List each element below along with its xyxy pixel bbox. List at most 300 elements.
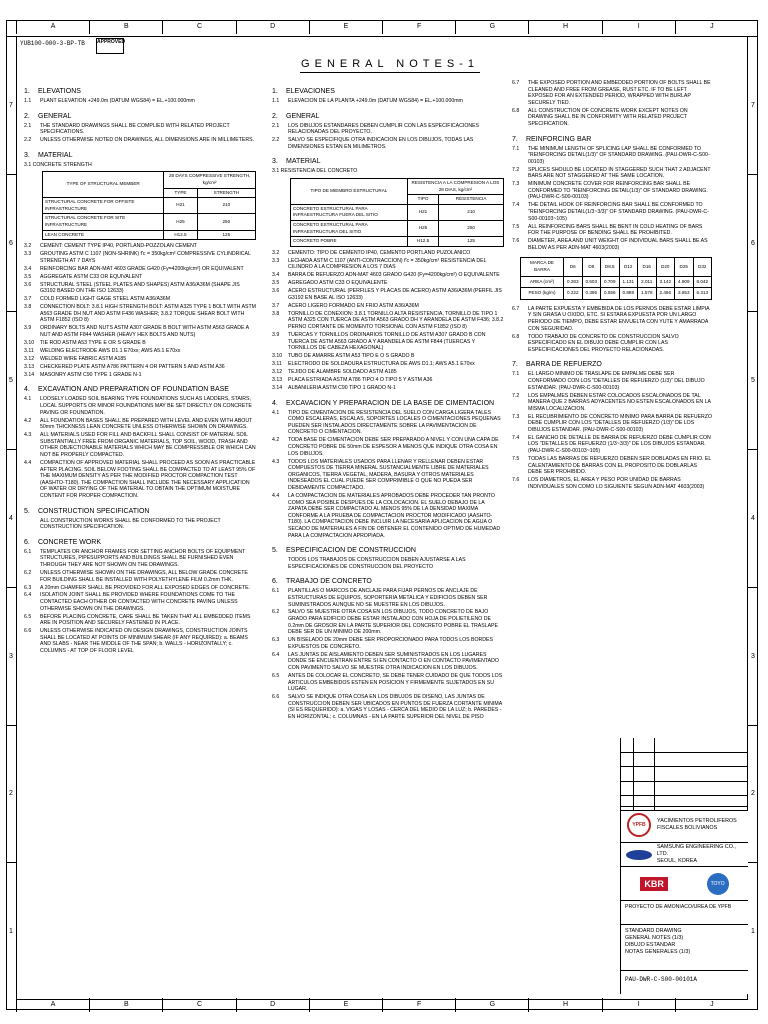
note-number: 3.7 <box>24 296 32 303</box>
note-item <box>272 288 504 301</box>
zone-label: 5 <box>748 311 758 449</box>
zone-label: F <box>382 20 455 34</box>
note-item <box>272 385 504 392</box>
note-item <box>272 280 504 287</box>
note-text: UNLESS OTHERWISE INDICATED ON DESIGN DRAWINGS, CONSTRUCTION JOINTS SHALL BE LOCATED AT POINTS OF MINIMUM SHEAR (IF ANY REQUIRED): a. BEAMS AND SLABS - NEAR THE MIDDLE OF THE SPAN; b. WALLS - HORIZONTALLY; c. COLUMNS - AT TOP OF FLOOR LEVEL <box>40 628 248 655</box>
note-text: TEJIDO DE ALAMBRE SOLDADO ASTM A185 <box>288 369 397 376</box>
note-text: EL RECUBRIMIENTO DE CONCRETO MINIMO PARA BARRA DE REFUERZO DEBE CUMPLIR CON LOS "DETALLES DE REFUERZO (1/3)" DE LOS DIBUJOS ESTANDAR. (PAU-DWR-C-S00-00103) <box>528 413 712 433</box>
table-cell: 1.578 <box>638 288 657 300</box>
contractor-block <box>621 843 748 867</box>
note-number: 4.4 <box>24 460 32 466</box>
owner-name-line1: YACIMIENTOS PETROLIFEROS <box>657 817 737 824</box>
note-item <box>272 609 504 635</box>
note-number: 2.2 <box>24 137 32 144</box>
section-general <box>24 112 256 144</box>
note-item <box>512 456 712 476</box>
section-heading: 4. EXCAVACION Y PREPARACION DE LA BASE DE CIMENTACION <box>272 399 495 407</box>
note-item <box>24 325 256 338</box>
note-text: WELDED WIRE FABRIC ASTM A185 <box>40 355 127 362</box>
note-text: TODA BASE DE CIMENTACION DEBE SER PREPARADO A NIVEL Y CON UNA CAPA DE CONCRETO POBRE DE 50mm DE ESPESOR A MENOS QUE INDIQUE OTRA COSA EN LOS DIBUJOS. <box>288 437 499 457</box>
note-item <box>512 371 712 391</box>
table-row <box>291 220 504 236</box>
zone-label: H <box>528 998 601 1012</box>
note-number: 7.6 <box>512 238 520 245</box>
note-number: 6.7 <box>512 305 520 312</box>
note-text: THE STANDARD DRAWINGS SHALL BE COMPLIED WITH RELATED PROJECT SPECIFICATIONS. <box>40 122 230 136</box>
zone-label: B <box>89 20 162 34</box>
note-text: TEMPLATES OR ANCHOR FRAMES FOR SETTING ANCHOR BOLTS OF EQUIPMENT STRUCTURES, PIPESUPPORTS AND BUILDINGS SHALL BE FURNISHED EVEN THROUGH THEY ARE NOT SHOWN ON THE DRAWINGS. <box>40 548 246 568</box>
section-heading: 1. ELEVACIONES <box>272 88 335 95</box>
note-text: SALVO SE MUESTRE OTRA COSA EN LOS DIBUJOS, TODO CONCRETO DE BAJO GRADO PARA EDIFICIO DEBE ESTAR INSTALADO CON HOJA DE POLIETILENO DE 0.2mm DE GROSOR EN LA PARTE SUPERIOR DEL CONCRETO POBRE EL TRASLAPE DEBE SER DE UN MINIMO DE 200mm. <box>288 609 498 636</box>
note-number: 6.8 <box>512 107 520 114</box>
note-item <box>24 432 256 458</box>
section-elevations <box>24 87 256 105</box>
table-cell: 2.011 <box>638 276 657 288</box>
table-cell: PESO (kg/m) <box>521 288 564 300</box>
table-cell: 3.853 <box>675 288 694 300</box>
zone-label: D <box>236 998 309 1012</box>
zone-label: H <box>528 20 601 34</box>
note-text: COMPACTION OF APPROVED MATERIAL SHALL PROCEED AS SOON AS PRACTICABLE AFTER PLACING. SOIL BELOW FOOTING SHALL BE COMPACTED TO AT LEAST 95% OF THE MAXIMUM DENSITY AS PER THE MODIFIED PROCTOR COMPACTION TEST (AASHTO-T180). THE COMPACTION SHALL INCLUDE THE NECESSARY APPLICATION OF WATER OR DRYING OF THE MATERIAL TO OBTAIN THE OPTIMUM MOISTURE CONTENT FOR PROPER COMPACTION. <box>40 460 256 499</box>
table-header: 28 DAYS COMPRESSIVE STRENGTH, kg/cm² <box>164 172 256 188</box>
table-cell: 250 <box>197 214 255 230</box>
note-text: ACERO LIGERO FORMADO EN FRIO ASTM A36/A36M <box>288 302 419 309</box>
note-text: COLD FORMED LIGHT GAGE STEEL ASTM A36/A36M <box>40 296 171 303</box>
note-number: 3.3 <box>24 251 32 258</box>
notes-6-7-6-8 <box>512 80 712 128</box>
note-number: 6.1 <box>272 588 280 595</box>
note-text: TODOS LOS TRABAJOS DE CONSTRUCCION DEBEN AJUSTARSE A LAS ESPECIFICACIONES DE CONSTRUCCION DEL PROYECTO <box>288 557 466 570</box>
table-row <box>43 198 256 214</box>
note-item <box>512 306 712 332</box>
zone-label: I <box>602 998 675 1012</box>
zone-label: C <box>162 998 235 1012</box>
table-cell: 0.283 <box>564 276 583 288</box>
note-text: THE DETAIL HOOK OF REINFORCING BAR SHALL BE CONFORMED TO "REINFORCING DETAIL(1/3~3/3)" OF STANDARD DRAWING. (PAU-DWR-C-S00-00103~105) <box>528 202 709 222</box>
note-item <box>272 637 504 650</box>
note-text: SALVO SE INDIQUE OTRA COSA EN LOS DIBUJOS DE DISENO, LAS JUNTAS DE CONSTRUCCION DEBEN SER UBICADOS EN PUNTOS DE FUERZA CORTANTE MINIMA (SI ES REQUERIDO): a. VIGAS Y LOSAS - CERCA DEL MEDIO DE LA LUZ; b. PAREDES - EN HORIZONTAL; c. COLUMNAS - EN LA PARTE SUPERIOR DEL NIVEL DE PISO <box>288 694 502 720</box>
note-text: LA COMPACTACION DE MATERIALES APROBADOS DEBE PROCEDER TAN PRONTO COMO SEA POSIBLE DESPUES DE LA COLOCACION. EL SUELO DEBAJO DE LA ZAPATA DEBE SER COMPACTADO AL MENOS 95% DE LA DENSIDAD MAXIMA CONFORME A LA PRUEBA DE COMPACTACION PROCTOR MODIFICADO (AASHTO-T180). LA COMPACTACION DEBE INCLUIR LA NECESARIA APLICACION DE AGUA O SECADO DE MATERIALES A FIN DE OBTENER EL CONTENIDO OPTIMO DE HUMEDAD PARA LA COMPACTACION APROPIADA. <box>288 492 501 539</box>
note-number: 4.4 <box>272 492 280 499</box>
note-number: 7.1 <box>512 371 520 378</box>
note-item <box>272 557 504 570</box>
zone-label: 7 <box>748 36 758 174</box>
note-number: 6.2 <box>24 569 32 576</box>
note-number: 3.5 <box>24 273 32 280</box>
note-number: 3.9 <box>272 331 280 338</box>
note-number: 2.1 <box>272 122 280 129</box>
note-number: 3.8 <box>272 310 280 317</box>
note-number: 3.11 <box>24 347 34 354</box>
table-cell: D16 <box>638 258 657 276</box>
note-item <box>24 282 256 295</box>
note-item <box>512 224 712 237</box>
note-text: A 20mm CHAMFER SHALL BE PROVIDED FOR ALL EXPOSED EDGES OF CONCRETE. <box>40 584 251 591</box>
note-item <box>272 410 504 436</box>
note-item <box>272 673 504 693</box>
note-text: CEMENTO: TIPO DE CEMENTO IP40, CEMENTO PORTLAND PUZOLANICO <box>288 249 471 256</box>
note-text: UNLESS OTHERWISE NOTED ON DRAWINGS, ALL DIMENSIONS ARE IN MILLIMETERS. <box>40 137 254 144</box>
note-number: 3.5 <box>272 280 280 287</box>
page-title: GENERAL NOTES-1 <box>301 58 479 70</box>
table-header: TYPE <box>164 188 197 198</box>
section-heading: 5. ESPECIFICACION DE CONSTRUCCION <box>272 547 416 555</box>
note-text: LOS DIBUJOS ESTANDARES DEBEN CUMPLIR CON LAS ESPECIFICACIONES RELACIONADAS DEL PROYECTO. <box>288 122 480 136</box>
table-cell: D25 <box>675 258 694 276</box>
note-text: ISOLATION JOINT SHALL BE PROVIDED WHERE FOUNDATIONS COME TO THE CONTACTED EACH OTHER OR CONTACTED WITH CONCRETE PAVING UNLESS OTHERWISE SHOWN ON THE DRAWINGS. <box>40 592 238 612</box>
drawing-title <box>621 925 748 971</box>
note-text: ALL CONSTRUCTION WORKS SHALL BE CONFORMED TO THE PROJECT CONSTRUCTION SPECIFICATION. <box>40 517 221 531</box>
note-text: LOOSELY LOADED SOIL BEARING TYPE FOUNDATIONS SUCH AS LADDERS, STAIRS, LOCAL SUPPORTS OR MINOR FOUNDATIONS MAY BE SET DIRECTLY ON CONCRETE PAVING OR FOUNDATION. <box>40 396 252 416</box>
note-item <box>512 108 712 128</box>
note-text: TODAS LAS BARRAS DE REFUERZO DEBEN SER DOBLADAS EN FRIO. EL CALENTAMIENTO DE BARRAS CON EL PROPOSITO DE DOBLARLAS DEBE SER PROHIBIDO. <box>528 456 712 476</box>
note-text: TIPO DE CIMENTACION DE RESISTENCIA DEL SUELO CON CARGA LIGERA TALES COMO ESCALERAS, ESCALAS, SOPORTES LOCALES O CIMENTACIONES PEQUENAS PUEDEN SER INSTALADOS DIRECTAMENTE SOBRE LA PAVIMENTACION DE CONCRETO O CIMENTACION. <box>288 409 501 436</box>
table-header: RESISTENCIA A LA COMPRESION A LOS 28 DIAS, kg/cm² <box>407 178 503 194</box>
zone-label: 3 <box>748 587 758 725</box>
note-text: TUERCAS Y TORNILLOS ORDINARIOS TORNILLO DE ASTM A307 GRADO B CON TUERCA DE ASTM A563 GRADO A Y ARANDELA DE ASTM F844 (TUERCAS Y TORNILLOS DE CABEZA HEXAGONAL) <box>288 331 486 352</box>
note-text: PLANTILLAS O MARCOS DE ANCLAJE PARA FIJAR PERNOS DE ANCLAJE DE ESTRUCTURAS DE EQUIPOS, SOPORTERIA METALICA Y EDIFICIOS DEBEN SER SUMINISTRADOS AUNQUE NO SE MUESTRE EN LOS DIBUJOS. <box>288 588 488 608</box>
revision-table <box>621 738 748 807</box>
note-item <box>272 353 504 360</box>
table-row <box>291 237 504 247</box>
table-cell: H12.5 <box>407 237 438 247</box>
table-cell: D8 <box>582 258 601 276</box>
note-number: 3.12 <box>24 355 35 362</box>
note-number: 7.4 <box>512 434 520 441</box>
table-header: TIPO DE MIEMBRO ESTRUCTURAL <box>291 178 408 204</box>
section-heading: 5. CONSTRUCTION SPECIFICATION <box>24 507 150 515</box>
section-excavation <box>24 385 256 499</box>
note-number: 4.3 <box>272 458 280 465</box>
zone-label: 5 <box>6 311 16 449</box>
note-text: MINIMUM CONCRETE COVER FOR REINFORCING BAR SHALL BE CONFORMED TO "REINFORCING DETAIL(1/3)" OF STANDARD DRAWING. (PAU-DWR-C-S00-00103) <box>528 181 708 201</box>
note-number: 3.14 <box>24 371 35 378</box>
note-text: CONNECTION BOLT: 3.8.1 HIGH STRENGTH BOLT: ASTM A325 TYPE 1 BOLT WITH ASTM A563 GRADE DH NUT AND ASTM F436 WASHER; 3.8.2 TORQUE SHEAR BOLT WITH ASTM F1852 (ISO 8) <box>40 304 256 324</box>
note-item <box>512 181 712 201</box>
note-text: REINFORCING BAR ADN-MAT 4603 GRADE G420 (Fy=4200kg/cm²) OR EQUIVALENT <box>40 265 244 272</box>
revision-row <box>621 753 748 768</box>
note-item <box>272 588 504 608</box>
note-number: 7.4 <box>512 202 520 209</box>
table-cell: D20 <box>656 258 675 276</box>
table-row <box>291 204 504 220</box>
table-cell: 210 <box>439 204 504 220</box>
note-text: THE MINIMUM LENGTH OF SPLICING LAP SHALL BE CONFORMED TO "REINFORCING DETAIL(1/3)" OF STANDARD DRAWING. (PAU-DWR-C-S00-00103) <box>528 145 710 165</box>
table-cell: D6 <box>564 258 583 276</box>
section-heading: 6. TRABAJO DE CONCRETO <box>272 578 372 586</box>
zone-label: C <box>162 20 235 34</box>
note-item <box>512 414 712 434</box>
zone-label: 6 <box>6 174 16 312</box>
table-row <box>521 276 712 288</box>
zone-label: 2 <box>748 725 758 863</box>
table-row <box>521 288 712 300</box>
table-cell: 0.503 <box>582 276 601 288</box>
note-number: 3.11 <box>272 361 282 368</box>
title-underline <box>300 72 480 73</box>
note-number: 6.5 <box>24 613 32 620</box>
note-item <box>24 123 256 136</box>
note-item <box>272 361 504 368</box>
section-reinforcing-bar <box>512 135 712 252</box>
note-text: SALVO SE ESPECIFIQUE OTRA INDICACION EN LOS DIBUJOS, TODAS LAS DIMENSIONES ESTAN EN MILIMETROS. <box>288 137 474 150</box>
zone-label: 1 <box>748 862 758 1000</box>
note-text: TODOS LOS MATERIALES USADOS PARA LLENAR Y RELLENAR DEBEN ESTAR COMPUESTOS DE TIERRA MINERAL SUSTANCIALMENTE LIBRE DE MATERIALES ORGANICOS, TIERRA VEGETAL, MADERA, BASURA Y OTROS MATERIALES INDESEADOS EL CUAL PUEDE SER COMPRIMIBLE O QUE NO PUEDA SER DEBIDAMENTE COMPACTADO. <box>288 458 489 491</box>
note-text: EL GANCHO DE DETALLE DE BARRA DE REFUERZO DEBE CUMPLIR CON LOS "DETALLES DE REFUERZO (1/3~3/3)" DE LOS DIBUJOS ESTANDAR. (PAU-DWR-C-S00-00103~105) <box>528 434 711 455</box>
note-text: TUBO DE AMARRE ASTM A53 TIPO E O S GRADO B <box>288 353 415 360</box>
note-text: EL LARGO MINIMO DE TRASLAPE DE EMPALME DEBE SER CONFORMADO CON LOS "DETALLES DE REFUERZO (1/3)" DEL DIBUJO ESTANDAR. (PAU-DWR-C-S00-00103) <box>528 371 705 391</box>
table-cell: 125 <box>439 237 504 247</box>
section-heading: 2. GENERAL <box>24 112 72 120</box>
note-number: 3.6 <box>272 288 280 295</box>
table-cell: STRUCTURAL CONCRETE FOR OFFSITE INFRASTRUCTURE <box>43 198 164 214</box>
note-text: BARRA DE REFUERZO ADN-MAT 4603 GRADO G420 (Fy=4200kg/cm²) O EQUIVALENTE <box>288 272 500 279</box>
zone-label: E <box>309 998 382 1012</box>
note-text: BEFORE PLACING CONCRETE, CARE SHALL BE TAKEN THAT ALL EMBEDDED ITEMS ARE IN POSITION AND SECURELY FASTENED IN PLACE. <box>40 613 251 627</box>
note-text: TODO TRABAJO DE CONCRETO DE CONSTRUCCION SALVO ESPECIFICADO EN EL DIBUJO DEBE CUMPLIR CON LAS ESPECIFICACIONES DEL PROYECTO RELACIONADAS. <box>528 333 679 353</box>
note-text: CEMENT: CEMENT TYPE IP40, PORTLAND-POZZOLAN CEMENT <box>40 243 198 250</box>
table-header: TYPE OF STRUCTURAL MEMBER <box>43 172 164 198</box>
table-row <box>43 214 256 230</box>
document-code: YUB100-000-3-BP-TB <box>20 40 85 47</box>
note-number: 7.3 <box>512 181 520 188</box>
note-text: SPLICES SHOULD BE LOCATED IN STAGGERED SUCH THAT 2 ADJACENT BARS ARE NOT STAGGERED AT THE SAME LOCATION. <box>528 166 711 180</box>
note-number: 3.13 <box>272 377 283 384</box>
table-cell: H21 <box>164 198 197 214</box>
table-cell: D8.5 <box>601 258 620 276</box>
note-number: 6.6 <box>272 694 280 701</box>
table-cell: D32 <box>693 258 712 276</box>
table-cell: STRUCTURAL CONCRETE FOR SITE INFRASTRUCTURE <box>43 214 164 230</box>
revision-row <box>621 738 748 753</box>
section-barra-refuerzo <box>512 360 712 490</box>
note-item <box>24 274 256 281</box>
note-number: 7.2 <box>512 166 520 173</box>
subheading: 3.1 RESISTENCIA DEL CONCRETO <box>272 168 358 175</box>
owner-block <box>621 807 748 843</box>
zone-label: A <box>16 20 89 34</box>
note-number: 2.2 <box>272 137 280 144</box>
note-text: ALL FOUNDATION BASES SHALL BE PREPARED WITH LEVEL AND EVEN WITH ABOUT 50mm THICKNESS LEAN CONCRETE UNLESS OTHERWISE SHOWN ON DRAWINGS. <box>40 417 253 431</box>
zone-label: J <box>675 998 748 1012</box>
notes-6-7-6-8-es <box>512 306 712 354</box>
note-number: 7.6 <box>512 477 520 484</box>
concrete-strength-table <box>290 178 504 247</box>
zone-label: A <box>16 998 89 1012</box>
zone-label: I <box>602 20 675 34</box>
note-number: 7.1 <box>512 145 520 152</box>
project-name: PROYECTO DE AMONIACO/UREA DE YPFB <box>621 901 748 925</box>
note-text: PLACA ESTRIADA ASTM A786 TIPO 4 O TIPO 5 Y ASTM A36 <box>288 377 433 384</box>
note-number: 3.7 <box>272 302 280 309</box>
note-text: ORDINARY BOLTS AND NUTS ASTM A307 GRADE B BOLT WITH ASTM A563 GRADE A NUT AND ASTM F844 WASHER (HEAVY HEX BOLTS AND NUTS) <box>40 325 249 338</box>
note-item <box>272 459 504 492</box>
note-item <box>512 167 712 180</box>
table-cell: MARCA DE BARRA <box>521 258 564 276</box>
note-number: 6.5 <box>272 673 280 679</box>
zone-label: B <box>89 998 162 1012</box>
section-concrete-work <box>24 538 256 655</box>
note-number: 3.12 <box>272 369 283 376</box>
section-heading: 1. ELEVATIONS <box>24 88 81 95</box>
section-especificacion <box>272 546 504 570</box>
toyo-logo: TOYO <box>707 873 729 895</box>
section-heading: 7. REINFORCING BAR <box>512 135 592 143</box>
note-number: 4.1 <box>24 396 32 403</box>
table-cell: D12 <box>619 258 638 276</box>
revision-row <box>621 767 748 782</box>
title-en-line1: STANDARD DRAWING <box>625 928 682 934</box>
notes-column-english <box>24 80 256 656</box>
note-number: 1.1 <box>272 98 280 104</box>
note-number: 6.7 <box>512 80 520 86</box>
note-item <box>272 137 504 150</box>
table-cell: H25 <box>164 214 197 230</box>
note-item <box>512 146 712 166</box>
partner-logos <box>621 867 748 901</box>
note-text: UN BISELADO DE 20mm DEBE SER PROPORCIONADO PARA TODOS LOS BORDES EXPUESTOS DE CONCRETO. <box>288 637 493 650</box>
note-item <box>512 435 712 455</box>
zone-strip-left <box>6 36 16 1000</box>
revision-row <box>621 782 748 797</box>
note-text: ALBANILERIA ASTM C90 TIPO 1 GRADO N-1 <box>288 385 396 392</box>
note-item <box>512 238 712 251</box>
note-item <box>272 493 504 539</box>
note-item <box>24 592 256 612</box>
zone-label: 2 <box>6 725 16 863</box>
note-item <box>272 258 504 271</box>
note-item <box>272 437 504 457</box>
section-material-es <box>272 157 504 391</box>
table-cell: 125 <box>197 230 255 240</box>
table-cell: H12.5 <box>164 230 197 240</box>
table-cell: 210 <box>197 198 255 214</box>
zone-strip-top <box>16 20 748 34</box>
zone-label: 4 <box>748 449 758 587</box>
note-text: UNLESS OTHERWISE SHOWN ON THE DRAWINGS, ALL BELOW GRADE CONCRETE FOR BUILDING SHALL BE INSTALLED WITH POLYETHYLENE FILM 0.2mm THK. <box>40 569 248 583</box>
table-cell: 0.395 <box>582 288 601 300</box>
concrete-strength-table <box>42 171 256 240</box>
note-number <box>24 518 40 531</box>
note-item <box>24 570 256 583</box>
table-cell: AREA (cm²) <box>521 276 564 288</box>
bar-properties-table <box>520 257 712 299</box>
section-heading: 4. EXCAVATION AND PREPARATION OF FOUNDATION BASE <box>24 386 229 394</box>
zone-label: J <box>675 20 748 34</box>
note-number: 3.8 <box>24 304 32 311</box>
section-elevaciones <box>272 87 504 105</box>
note-item <box>512 202 712 222</box>
table-cell: 6.313 <box>693 288 712 300</box>
section-trabajo-concreto <box>272 577 504 720</box>
note-text: TORNILLO DE CONEXION: 3.8.1 TORNILLO ALTA RESISTENCIA, TORNILLO DE TIPO 1 ASTM A325 CON TUERCA DE ASTM A563 GRADO DH Y ARANDELA DE ASTM F436; 3.8.2 PERNO CORTANTE DE MOMENTO TORSIONAL CON ASTM F1852 (ISO 8) <box>288 310 504 330</box>
note-item <box>512 334 712 354</box>
zone-label: D <box>236 20 309 34</box>
note-item <box>272 332 504 352</box>
section-construction-spec <box>24 507 256 531</box>
zone-label: 6 <box>748 174 758 312</box>
title-es-line1: DIBUJO ESTANDAR <box>625 942 676 948</box>
zone-label: G <box>455 998 528 1012</box>
note-text: PLANT ELEVATION +249.0m (DATUM WGS84) = EL.+100.000mm <box>40 98 195 104</box>
note-item <box>272 652 504 672</box>
note-item <box>24 364 256 371</box>
section-heading: 3. MATERIAL <box>24 151 73 159</box>
note-item <box>272 369 504 376</box>
note-item <box>24 304 256 324</box>
contractor-name: SAMSUNG ENGINEERING CO., LTD. <box>656 844 736 857</box>
section-heading: 3. MATERIAL <box>272 158 321 166</box>
note-number: 7.2 <box>512 392 520 399</box>
table-cell: 2.466 <box>656 288 675 300</box>
note-item <box>272 123 504 136</box>
note-text: DIAMETER, AREA AND UNIT WEIGHT OF INDIVIDUAL BARS SHALL BE AS BELOW AS PER ADN-MAT 4603(2003) <box>528 238 708 251</box>
note-item <box>24 340 256 347</box>
note-item <box>24 518 256 531</box>
note-item <box>24 585 256 592</box>
table-cell: CONCRETO ESTRUCTURAL PARA INFRAESTRUCTURA DEL SITIO <box>291 220 408 236</box>
table-cell: H21 <box>407 204 438 220</box>
note-item <box>24 356 256 363</box>
note-number: 6.4 <box>272 651 280 658</box>
note-number: 7.5 <box>512 223 520 230</box>
table-cell: 0.556 <box>601 288 620 300</box>
section-excavacion <box>272 399 504 539</box>
note-text: LAS JUNTAS DE AISLAMIENTO DEBEN SER SUMINISTRADOS EN LOS LUGARES DONDE SE ENCUENTRAN ENTRE SI EN CONTACTO O EN CONTACTO PAVIMENTADO CON PAVIMENTO SALVO SE MUESTRE OTRA INDICACION EN LOS DIBUJOS. <box>288 651 499 672</box>
note-number: 4.1 <box>272 409 280 416</box>
subheading: 3.1 CONCRETE STRENGTH <box>24 161 92 168</box>
note-item <box>24 98 256 105</box>
note-item <box>24 614 256 627</box>
zone-label: 7 <box>6 36 16 174</box>
note-number: 3.10 <box>272 353 283 360</box>
table-header: RESISTENCIA <box>439 195 504 205</box>
samsung-logo <box>626 850 652 860</box>
note-item <box>24 243 256 250</box>
note-item <box>272 272 504 279</box>
note-item <box>272 694 504 720</box>
note-text: CHECKERED PLATE ASTM A786 PATTERN 4 OR PATTERN 5 AND ASTM A36 <box>40 363 225 370</box>
note-item <box>24 372 256 379</box>
note-item <box>24 418 256 431</box>
ypfb-logo: YPFB <box>627 813 651 837</box>
note-text: TIE ROD ASTM A53 TYPE E OR S GRADE B <box>40 339 146 346</box>
note-number: 6.3 <box>24 584 32 591</box>
note-number: 6.3 <box>272 637 280 644</box>
section-heading: 6. CONCRETE WORK <box>24 538 101 546</box>
note-text: WELDING ELECTRODE AWS D1.1 E70xx; AWS A5.1 E70xx <box>40 347 181 354</box>
note-item <box>24 296 256 303</box>
note-item <box>24 137 256 144</box>
note-item <box>512 80 712 106</box>
zone-label: F <box>382 998 455 1012</box>
note-number: 3.6 <box>24 281 32 288</box>
note-item <box>24 628 256 654</box>
note-item <box>512 393 712 413</box>
table-cell: 1.131 <box>619 276 638 288</box>
note-item <box>24 396 256 416</box>
table-cell: 0.888 <box>619 288 638 300</box>
note-text: LOS DIAMETROS, EL AREA Y PESO POR UNIDAD DE BARRAS INDIVIDUALES SON COMO LO SIGUIENTE SEGUN ADN-MAT 4603(2003) <box>528 477 705 490</box>
zone-label: 1 <box>6 862 16 1000</box>
table-header-row <box>521 258 712 276</box>
note-number: 4.2 <box>24 417 32 424</box>
note-number: 3.13 <box>24 363 35 370</box>
note-text: GROUTING ASTM C 1107 (NON-SHRINK) f'c = 350kg/cm² COMPRESSIVE CYLINDRICAL STRENGTH AT 7 DAYS <box>40 251 251 264</box>
note-text: AGGREGATE ASTM C33 OR EQUIVALENT <box>40 273 143 280</box>
table-cell: CONCRETO ESTRUCTURAL PARA INFRAESTRUCTURA FUERA DEL SITIO <box>291 204 408 220</box>
note-text: LECHADA ASTM C 1107 (ANTI-CONTRACCION) f'c = 350kg/cm² RESISTENCIA DEL CILINDRO A LA COMPRESION A LOS 7 DIAS <box>288 257 487 271</box>
